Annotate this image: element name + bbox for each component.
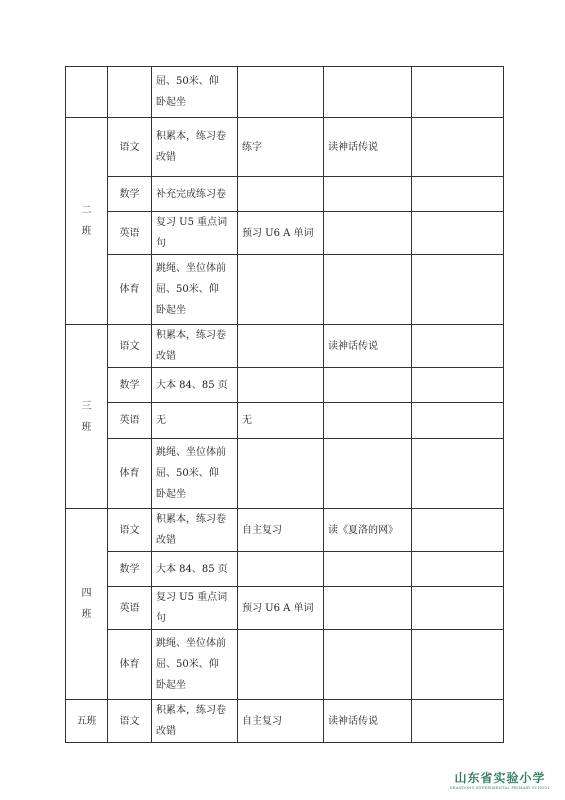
col5-cell [412, 177, 504, 212]
task-line: 屈、50米、仰 [156, 468, 219, 479]
task-line: 跳绳、坐位体前 [156, 263, 226, 274]
task-cell [152, 587, 238, 630]
subject-cell: 英语 [108, 587, 152, 630]
task-cell [152, 403, 238, 439]
task-cell [152, 325, 238, 368]
col4-cell: 读神话传说 [324, 325, 412, 368]
task-cell [152, 630, 238, 700]
class-cell [66, 67, 108, 118]
subject-cell: 语文 [108, 118, 152, 177]
col3-cell [238, 255, 324, 325]
table-row [66, 255, 504, 325]
school-logo [441, 769, 559, 790]
task-cell [152, 368, 238, 403]
table-row [66, 700, 504, 743]
subject-cell: 数学 [108, 552, 152, 587]
task-cell [152, 212, 238, 255]
col3-cell [238, 439, 324, 509]
col4-cell [324, 630, 412, 700]
subject-cell: 语文 [108, 509, 152, 552]
subject-cell: 英语 [108, 403, 152, 439]
task-cell [152, 509, 238, 552]
col4-cell: 读神话传说 [324, 118, 412, 177]
col5-cell [412, 368, 504, 403]
task-cell [152, 439, 238, 509]
col4-cell: 读《夏洛的网》 [324, 509, 412, 552]
task-line: 积累本，练习卷 [156, 514, 226, 525]
table-row [66, 368, 504, 403]
col4-cell [324, 587, 412, 630]
col4-cell [324, 177, 412, 212]
task-line: 卧起坐 [156, 489, 186, 500]
col3-cell [238, 325, 324, 368]
task-line: 改错 [156, 726, 176, 737]
class-cell [66, 509, 108, 700]
task-line: 复习 U5 重点词 [156, 217, 228, 228]
task-line: 改错 [156, 351, 176, 362]
col4-cell [324, 212, 412, 255]
task-line: 屈、50米、仰 [156, 76, 219, 87]
col3-cell: 练字 [238, 118, 324, 177]
col5-cell [412, 509, 504, 552]
col5-cell [412, 212, 504, 255]
task-line: 卧起坐 [156, 97, 186, 108]
col3-cell [238, 630, 324, 700]
task-line: 改错 [156, 535, 176, 546]
homework-table [65, 66, 504, 743]
table-row [66, 439, 504, 509]
task-line: 补充完成练习卷 [156, 188, 226, 200]
subject-cell: 英语 [108, 212, 152, 255]
task-line: 积累本，练习卷 [156, 330, 226, 341]
col4-cell [324, 255, 412, 325]
subject-cell: 体育 [108, 439, 152, 509]
col5-cell [412, 67, 504, 118]
table-row [66, 403, 504, 439]
class-label: 二 [81, 205, 92, 216]
col4-cell [324, 368, 412, 403]
class-cell [66, 700, 108, 743]
table-row [66, 177, 504, 212]
subject-cell: 体育 [108, 255, 152, 325]
task-cell [152, 177, 238, 212]
logo-subtext: SHANDONG EXPERIMENTAL PRIMARY SCHOOL [449, 786, 551, 790]
col3-cell: 自主复习 [238, 509, 324, 552]
task-line: 屈、50米、仰 [156, 659, 219, 670]
col5-cell [412, 630, 504, 700]
col3-cell: 预习 U6 A 单词 [238, 587, 324, 630]
task-line: 跳绳、坐位体前 [156, 638, 226, 649]
col3-cell: 无 [238, 403, 324, 439]
table-row [66, 509, 504, 552]
task-line: 无 [156, 415, 166, 426]
col4-cell: 读神话传说 [324, 700, 412, 743]
task-line: 跳绳、坐位体前 [156, 447, 226, 458]
col5-cell [412, 700, 504, 743]
subject-cell: 数学 [108, 368, 152, 403]
task-line: 卧起坐 [156, 305, 186, 316]
col4-cell [324, 67, 412, 118]
task-line: 句 [156, 613, 166, 624]
task-line: 卧起坐 [156, 680, 186, 691]
class-label: 班 [81, 609, 92, 620]
col3-cell [238, 67, 324, 118]
class-label: 四 [81, 588, 92, 599]
col5-cell [412, 587, 504, 630]
task-line: 大本 84、85 页 [156, 563, 228, 575]
class-label: 五班 [76, 715, 97, 727]
table-row [66, 118, 504, 177]
task-line: 积累本，练习卷 [156, 131, 226, 142]
task-cell [152, 700, 238, 743]
subject-cell: 语文 [108, 325, 152, 368]
table-row [66, 552, 504, 587]
col4-cell [324, 552, 412, 587]
class-label: 班 [81, 226, 92, 237]
col5-cell [412, 118, 504, 177]
task-line: 大本 84、85 页 [156, 379, 228, 391]
task-line: 积累本，练习卷 [156, 705, 226, 716]
task-line: 复习 U5 重点词 [156, 592, 228, 603]
table-row [66, 587, 504, 630]
task-line: 改错 [156, 152, 176, 163]
logo-text: 山东省实验小学 [454, 771, 546, 785]
table-row [66, 325, 504, 368]
col5-cell [412, 439, 504, 509]
task-line: 屈、50米、仰 [156, 284, 219, 295]
class-label: 班 [81, 421, 92, 433]
col5-cell [412, 325, 504, 368]
subject-cell [108, 67, 152, 118]
col3-cell [238, 552, 324, 587]
task-cell [152, 552, 238, 587]
col3-cell [238, 368, 324, 403]
col3-cell [238, 177, 324, 212]
task-cell [152, 67, 238, 118]
table-row [66, 212, 504, 255]
task-cell [152, 118, 238, 177]
subject-cell: 语文 [108, 700, 152, 743]
col3-cell: 预习 U6 A 单词 [238, 212, 324, 255]
col5-cell [412, 403, 504, 439]
col4-cell [324, 439, 412, 509]
col3-cell: 自主复习 [238, 700, 324, 743]
table-row [66, 630, 504, 700]
col5-cell [412, 255, 504, 325]
table-row [66, 67, 504, 118]
subject-cell: 数学 [108, 177, 152, 212]
class-cell [66, 325, 108, 509]
task-line: 句 [156, 238, 166, 249]
class-label: 三 [81, 400, 92, 412]
class-cell [66, 118, 108, 325]
col4-cell [324, 403, 412, 439]
col5-cell [412, 552, 504, 587]
task-cell [152, 255, 238, 325]
subject-cell: 体育 [108, 630, 152, 700]
